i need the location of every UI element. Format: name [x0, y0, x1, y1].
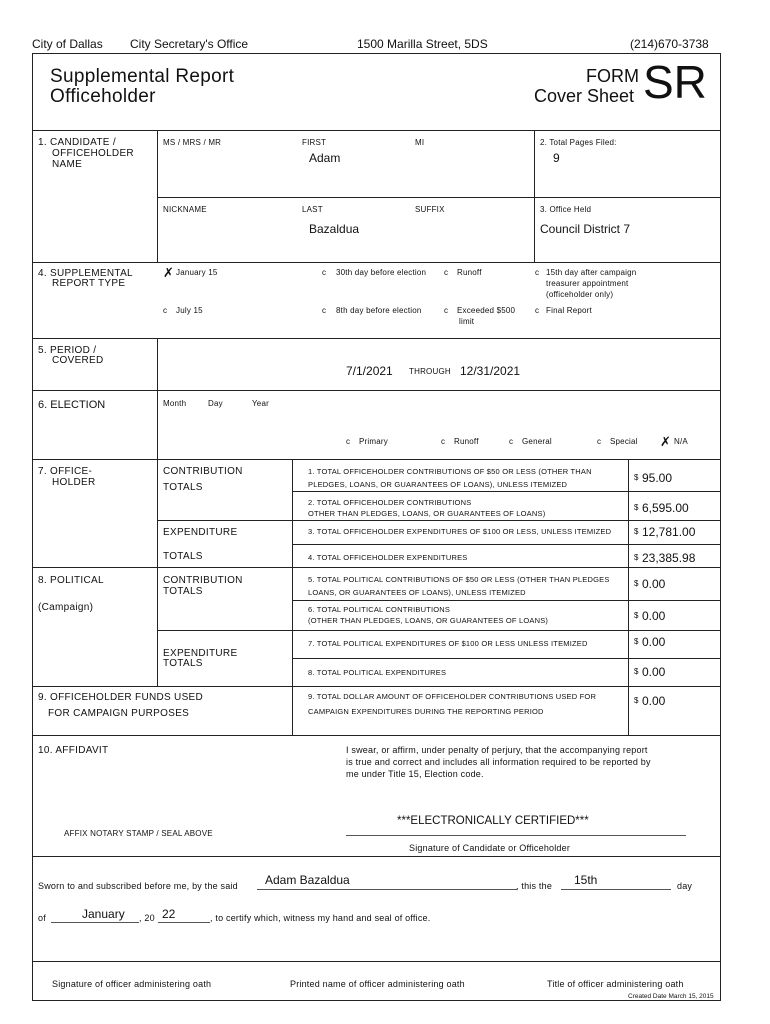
officer-signature-caption: Signature of officer administering oath — [52, 979, 212, 989]
section4-label: 4. SUPPLEMENTAL — [38, 268, 133, 279]
line9-amount: 0.00 — [642, 694, 666, 708]
section10-label: 10. AFFIDAVIT — [38, 745, 109, 756]
period-from: 7/1/2021 — [346, 364, 393, 378]
header-address: 1500 Marilla Street, 5DS — [357, 37, 488, 51]
oath-text-3: me under Title 15, Election code. — [346, 769, 484, 779]
pol-expend-label-2: TOTALS — [163, 658, 203, 669]
day-line — [561, 889, 671, 890]
nickname-label: NICKNAME — [163, 205, 207, 214]
divider — [32, 961, 721, 962]
final-label: Final Report — [546, 306, 592, 315]
day15-checkbox[interactable]: c — [535, 268, 539, 277]
divider — [157, 338, 158, 390]
header-office: City Secretary's Office — [130, 37, 249, 51]
electronic-certification: ***ELECTRONICALLY CERTIFIED*** — [397, 815, 589, 827]
created-date: Created Date March 15, 2015 — [628, 993, 714, 1000]
pol-contrib-label-2: TOTALS — [163, 586, 203, 597]
line5-amount: 0.00 — [642, 577, 666, 591]
general-checkbox[interactable]: c — [509, 437, 513, 446]
line5-text: 5. TOTAL POLITICAL CONTRIBUTIONS OF $50 OR LESS (OTHER THAN PLEDGES — [308, 575, 610, 584]
line2-currency: $ — [634, 503, 639, 512]
divider — [292, 544, 721, 545]
divider — [32, 459, 721, 460]
line6-amount: 0.00 — [642, 609, 666, 623]
divider — [157, 197, 721, 198]
pol-contrib-label: CONTRIBUTION — [163, 575, 243, 586]
section7-label-2: HOLDER — [52, 477, 96, 488]
jul15-checkbox[interactable]: c — [163, 306, 167, 315]
this-the-text: , this the — [516, 881, 553, 891]
line3-text: 3. TOTAL OFFICEHOLDER EXPENDITURES OF $100 OR LESS, UNLESS ITEMIZED — [308, 527, 612, 536]
month-line — [51, 922, 139, 923]
line1-text-2: PLEDGES, LOANS, OR GUARANTEES OF LOANS), UNLESS ITEMIZED — [308, 480, 568, 489]
line6-currency: $ — [634, 611, 639, 620]
line6-text-2: (OTHER THAN PLEDGES, LOANS, OR GUARANTEES OF LOANS) — [308, 616, 549, 625]
header-phone: (214)670-3738 — [630, 37, 709, 51]
section7-label: 7. OFFICE- — [38, 466, 93, 477]
section6-label: 6. ELECTION — [38, 399, 106, 411]
line1-amount: 95.00 — [642, 471, 673, 485]
special-checkbox[interactable]: c — [597, 437, 601, 446]
section5-label: 5. PERIOD / — [38, 345, 97, 356]
oh-expend-label: EXPENDITURE — [163, 527, 238, 538]
divider — [157, 459, 158, 686]
line7-amount: 0.00 — [642, 635, 666, 649]
section1-label-2: OFFICEHOLDER — [52, 148, 134, 159]
divider — [534, 130, 535, 262]
divider — [292, 658, 721, 659]
pages-label: 2. Total Pages Filed: — [540, 138, 617, 147]
runoff-label: Runoff — [457, 268, 482, 277]
divider — [32, 735, 721, 736]
line1-text: 1. TOTAL OFFICEHOLDER CONTRIBUTIONS OF $50 OR LESS (OTHER THAN — [308, 467, 592, 476]
line5-currency: $ — [634, 579, 639, 588]
section4-label-2: REPORT TYPE — [52, 278, 126, 289]
section8-sublabel: (Campaign) — [38, 602, 94, 613]
first-name-label: FIRST — [302, 138, 327, 147]
mi-label: MI — [415, 138, 425, 147]
divider — [157, 130, 158, 262]
cover-sheet: Cover Sheet — [534, 86, 635, 106]
line8-amount: 0.00 — [642, 665, 666, 679]
header-city: City of Dallas — [32, 37, 103, 51]
day30-checkbox[interactable]: c — [322, 268, 326, 277]
divider — [32, 338, 721, 339]
line1-currency: $ — [634, 473, 639, 482]
sworn-name: Adam Bazaldua — [265, 873, 350, 887]
year-line — [158, 922, 210, 923]
last-name-label: LAST — [302, 205, 323, 214]
day30-label: 30th day before election — [336, 268, 427, 277]
line2-amount: 6,595.00 — [642, 501, 689, 515]
day15-label-3: (officeholder only) — [546, 290, 614, 299]
line4-text: 4. TOTAL OFFICEHOLDER EXPENDITURES — [308, 553, 468, 562]
divider — [32, 262, 721, 263]
of-word: of — [38, 913, 46, 923]
day8-label: 8th day before election — [336, 306, 422, 315]
office-value: Council District 7 — [540, 222, 631, 236]
oh-contrib-label-2: TOTALS — [163, 482, 203, 493]
divider — [628, 459, 629, 735]
month-label: Month — [163, 399, 187, 408]
primary-label: Primary — [359, 437, 388, 446]
section1-label: 1. CANDIDATE / — [38, 137, 116, 148]
year-prefix: , 20 — [139, 913, 155, 923]
first-name-value: Adam — [309, 151, 341, 165]
year-label: Year — [252, 399, 269, 408]
runoff-checkbox[interactable]: c — [444, 268, 448, 277]
signature-line — [346, 835, 686, 836]
primary-checkbox[interactable]: c — [346, 437, 350, 446]
sworn-year: 22 — [162, 907, 176, 921]
divider — [157, 630, 721, 631]
divider — [292, 600, 721, 601]
runoff-election-checkbox[interactable]: c — [441, 437, 445, 446]
section1-label-3: NAME — [52, 159, 83, 170]
line3-currency: $ — [634, 527, 639, 536]
jan15-label: January 15 — [176, 268, 218, 277]
day8-checkbox[interactable]: c — [322, 306, 326, 315]
oh-expend-label-2: TOTALS — [163, 551, 203, 562]
divider — [32, 686, 721, 687]
line7-currency: $ — [634, 637, 639, 646]
line2-text-2: OTHER THAN PLEDGES, LOANS, OR GUARANTEES OF LOANS) — [308, 509, 546, 518]
line5-text-2: LOANS, OR GUARANTEES OF LOANS), UNLESS ITEMIZED — [308, 588, 526, 597]
suffix-label: SUFFIX — [415, 205, 445, 214]
oh-contrib-label: CONTRIBUTION — [163, 466, 243, 477]
certify-text: , to certify which, witness my hand and seal of office. — [210, 913, 431, 923]
signature-caption: Signature of Candidate or Officeholder — [409, 843, 571, 853]
day15-label-2: treasurer appointment — [546, 279, 629, 288]
section9-label: 9. OFFICEHOLDER FUNDS USED — [38, 692, 204, 703]
office-label: 3. Office Held — [540, 205, 592, 214]
runoff-election-label: Runoff — [454, 437, 479, 446]
divider — [32, 130, 721, 131]
line8-text: 8. TOTAL POLITICAL EXPENDITURES — [308, 668, 447, 677]
officer-title-caption: Title of officer administering oath — [547, 979, 684, 989]
oath-text-2: is true and correct and includes all information required to be reported by — [346, 757, 651, 767]
line9-text-2: CAMPAIGN EXPENDITURES DURING THE REPORTING PERIOD — [308, 707, 544, 716]
divider — [292, 686, 293, 735]
line4-currency: $ — [634, 553, 639, 562]
through-label: THROUGH — [409, 367, 451, 376]
section5-label-2: COVERED — [52, 355, 104, 366]
line7-text: 7. TOTAL POLITICAL EXPENDITURES OF $100 OR LESS UNLESS ITEMIZED — [308, 639, 588, 648]
last-name-value: Bazaldua — [309, 222, 360, 236]
sworn-name-line — [257, 889, 517, 890]
line4-amount: 23,385.98 — [642, 551, 696, 565]
day-word: day — [677, 881, 693, 891]
line9-text: 9. TOTAL DOLLAR AMOUNT OF OFFICEHOLDER CONTRIBUTIONS USED FOR — [308, 692, 597, 701]
special-label: Special — [610, 437, 638, 446]
divider — [32, 567, 721, 568]
divider — [157, 520, 721, 521]
divider — [32, 856, 721, 857]
title-label: MS / MRS / MR — [163, 138, 222, 147]
jan15-checkbox[interactable]: ✗ — [163, 265, 174, 280]
jul15-label: July 15 — [176, 306, 203, 315]
divider — [292, 491, 721, 492]
divider — [32, 390, 721, 391]
divider — [292, 459, 293, 686]
section9-label-2: FOR CAMPAIGN PURPOSES — [48, 708, 190, 719]
exceeded-label: Exceeded $500 — [457, 306, 516, 315]
exceeded-checkbox[interactable]: c — [444, 306, 448, 315]
line2-text: 2. TOTAL OFFICEHOLDER CONTRIBUTIONS — [308, 498, 472, 507]
day15-label: 15th day after campaign — [546, 268, 637, 277]
notary-label: AFFIX NOTARY STAMP / SEAL ABOVE — [64, 829, 213, 838]
day-label: Day — [208, 399, 223, 408]
final-checkbox[interactable]: c — [535, 306, 539, 315]
sworn-text: Sworn to and subscribed before me, by the said — [38, 881, 238, 891]
line6-text: 6. TOTAL POLITICAL CONTRIBUTIONS — [308, 605, 451, 614]
divider — [157, 390, 158, 459]
form-code: SR — [643, 56, 707, 108]
line9-currency: $ — [634, 696, 639, 705]
line3-amount: 12,781.00 — [642, 525, 696, 539]
form-title-line1: Supplemental Report — [50, 66, 235, 87]
form-title-line2: Officeholder — [50, 86, 156, 107]
sworn-month: January — [82, 907, 125, 921]
general-label: General — [522, 437, 552, 446]
pages-value: 9 — [553, 151, 560, 165]
oath-text: I swear, or affirm, under penalty of perjury, that the accompanying report — [346, 745, 648, 755]
pol-expend-label: EXPENDITURE — [163, 648, 238, 659]
period-to: 12/31/2021 — [460, 364, 521, 378]
exceeded-label-2: limit — [459, 317, 475, 326]
line8-currency: $ — [634, 667, 639, 676]
officer-name-caption: Printed name of officer administering oath — [290, 979, 465, 989]
form-word: FORM — [586, 66, 639, 86]
sworn-day: 15th — [574, 873, 598, 887]
section8-label: 8. POLITICAL — [38, 575, 104, 586]
na-checkbox[interactable]: ✗ — [660, 434, 671, 449]
na-label: N/A — [674, 437, 688, 446]
